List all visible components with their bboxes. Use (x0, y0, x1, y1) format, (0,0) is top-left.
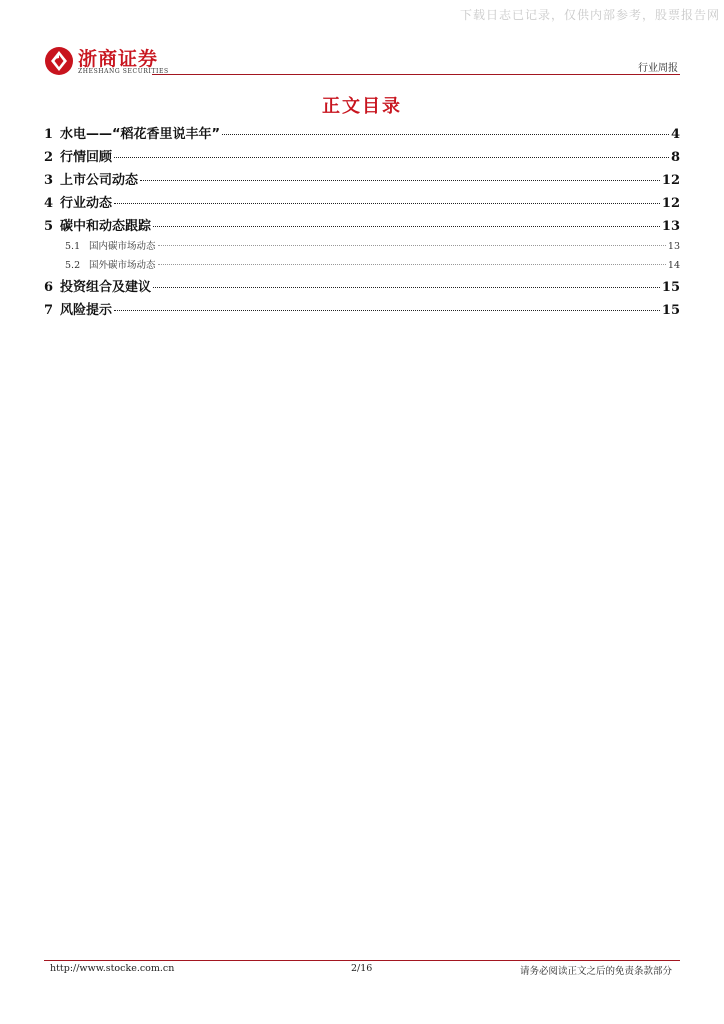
toc-leader-dots (114, 203, 660, 204)
toc-entry-label: 行业动态 (60, 196, 113, 211)
toc-entry-5-1[interactable] (44, 238, 680, 257)
toc-entry-number: 5.2 (65, 260, 81, 271)
toc-entry-page: 4 (670, 127, 680, 142)
toc-leader-dots (140, 180, 660, 181)
toc-entry-6[interactable] (44, 276, 680, 299)
toc-entry-label: 风险提示 (60, 303, 113, 318)
toc-entry-number: 3 (44, 173, 54, 188)
toc-entry-page: 13 (667, 241, 680, 252)
toc-entry-label: 国内碳市场动态 (89, 241, 156, 252)
footer-disclaimer: 请务必阅读正文之后的免责条款部分 (519, 966, 672, 977)
toc-entry-number: 7 (44, 303, 54, 318)
toc-entry-3[interactable] (44, 169, 680, 192)
toc-entry-page: 15 (661, 303, 680, 318)
toc-leader-dots (153, 287, 660, 288)
logo-chinese-name: 浙商证券 (78, 48, 159, 70)
toc-entry-page: 8 (670, 150, 680, 165)
toc-entry-1[interactable] (44, 123, 680, 146)
toc-leader-dots (222, 134, 669, 135)
toc-title: 正文目录 (322, 96, 402, 117)
toc-leader-dots (114, 310, 660, 311)
toc-entry-page: 12 (661, 173, 680, 188)
toc-entry-number: 5 (44, 219, 54, 234)
header-divider (152, 74, 680, 75)
logo-english-name: ZHESHANG SECURITIES (78, 68, 169, 75)
table-of-contents (44, 123, 680, 322)
toc-entry-4[interactable] (44, 192, 680, 215)
toc-leader-dots (158, 264, 666, 265)
footer-page-number: 2/16 (351, 963, 373, 974)
zheshang-logo-icon (44, 46, 74, 76)
toc-entry-label: 上市公司动态 (60, 173, 139, 188)
footer-divider (44, 960, 680, 961)
watermark-text: 下载日志已记录，仅供内部参考，股票报告网 (459, 8, 720, 22)
toc-entry-page: 13 (661, 219, 680, 234)
toc-entry-label: 行情回顾 (60, 150, 113, 165)
toc-entry-number: 6 (44, 280, 54, 295)
toc-entry-page: 12 (661, 196, 680, 211)
toc-entry-page: 14 (667, 260, 680, 271)
toc-entry-number: 2 (44, 150, 54, 165)
toc-entry-5-2[interactable] (44, 257, 680, 276)
footer-website-link[interactable]: http://www.stocke.com.cn (50, 963, 175, 974)
toc-entry-2[interactable] (44, 146, 680, 169)
toc-entry-7[interactable] (44, 299, 680, 322)
toc-leader-dots (114, 157, 669, 158)
toc-entry-label: 碳中和动态跟踪 (60, 219, 152, 234)
toc-entry-label: 国外碳市场动态 (89, 260, 156, 271)
toc-entry-5[interactable] (44, 215, 680, 238)
report-type-label: 行业周报 (638, 63, 678, 74)
toc-entry-number: 1 (44, 127, 54, 142)
toc-leader-dots (153, 226, 660, 227)
toc-entry-page: 15 (661, 280, 680, 295)
toc-entry-label: 投资组合及建议 (60, 280, 152, 295)
toc-entry-number: 5.1 (65, 241, 81, 252)
toc-entry-label: 水电——“稻花香里说丰年” (60, 127, 221, 142)
toc-entry-number: 4 (44, 196, 54, 211)
toc-leader-dots (158, 245, 666, 246)
